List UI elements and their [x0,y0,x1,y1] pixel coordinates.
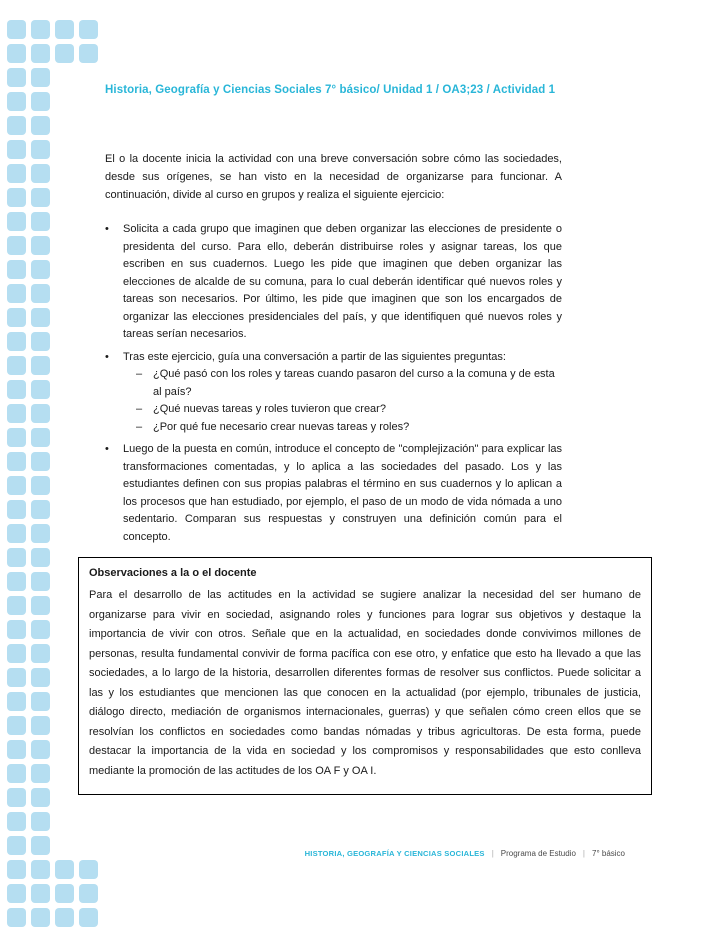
observations-body: Para el desarrollo de las actitudes en la actividad se sugiere analizar la necesidad del ser humano de organizarse para vivir en sociedad, asignando roles y funciones para lograr sus objetivos y destaque la importancia de vivir con otros. Señale que en la actualidad, en sociedades donde convivimos millones de personas, resulta fundamental convivir de forma pacífica con ese otro, y enfatice que esto ha llevado a que las sociedades, a lo largo de la historia, desarrollen diferentes formas de resolver sus conflictos. Puede solicitar a las y los estudiantes que mencionen las que conocen en la actualidad (por ejemplo, tribunales de justicia, diálogo directo, mediación de organismos internacionales, guerras) y que señalen cómo creen ellos que se resolvían los conflictos en sociedades como bandas nómadas y tribus agricultoras. De esta forma, puede destacar la importancia de la vida en sociedad y los compromisos y responsabilidades que esto conlleva mediante la promoción de las actitudes de los OA F y OA I. [89,589,641,777]
footer-program: Programa de Estudio [500,849,576,858]
decor-tile [31,404,50,423]
decor-tile [7,236,26,255]
decor-tile [31,764,50,783]
footer-subject: HISTORIA, GEOGRAFÍA Y CIENCIAS SOCIALES [304,849,485,858]
list-item [105,221,562,344]
decor-tile [7,308,26,327]
decor-tile [7,668,26,687]
decor-tile [7,284,26,303]
page-footer [305,849,625,858]
decor-tile [31,788,50,807]
decor-tile [7,524,26,543]
sub-list-item [136,366,562,401]
decor-tile [31,452,50,471]
decor-tile [31,236,50,255]
decor-tile [7,596,26,615]
decor-tile [31,332,50,351]
bullet-icon: • [105,443,109,455]
decor-tile [31,644,50,663]
decor-tile [7,428,26,447]
decor-tile [31,260,50,279]
decor-tile [31,116,50,135]
dash-icon: – [136,403,143,415]
sub-list-item [136,401,562,419]
list-item [105,349,562,437]
bullet-text: Solicita a cada grupo que imaginen que deben organizar las elecciones de presidente o presidenta del curso. Para ello, deberán distribuirse roles y asignar tareas, los que escriben en sus cuadernos. Luego les pide que imaginen que deben organizar las elecciones de alcalde de su comuna, para lo cual deberán identificar qué nuevos roles y tareas son necesarios. Por último, les pide que imaginen que son los encargados de organizar las elecciones presidenciales del país, y que identifiquen qué nuevos roles y tareas serían necesarios. [123,223,562,340]
decor-tile [7,260,26,279]
decor-tile [7,332,26,351]
decor-tile [31,308,50,327]
decor-tile [7,836,26,855]
decor-tile [7,548,26,567]
decor-tile [7,164,26,183]
decor-tile [31,548,50,567]
footer-separator: | [491,849,494,858]
page-title: Historia, Geografía y Ciencias Sociales 7° básico/ Unidad 1 / OA3;23 / Actividad 1 [105,84,556,96]
decor-tile [79,884,98,903]
decor-tile [7,860,26,879]
decor-tile [7,500,26,519]
mosaic-strip [7,20,50,927]
sub-list-item [136,419,562,437]
decor-tile [7,356,26,375]
decor-tile [7,212,26,231]
decor-tile [55,20,74,39]
activity-steps-list [105,221,562,546]
decor-tile [31,44,50,63]
decor-tile [7,188,26,207]
mosaic-top-block [55,20,98,63]
decor-tile [31,620,50,639]
decor-tile [31,596,50,615]
decor-tile [79,860,98,879]
decor-tile [31,92,50,111]
decor-tile [31,740,50,759]
question-text: ¿Por qué fue necesario crear nuevas tareas y roles? [153,420,410,433]
decor-tile [31,20,50,39]
mosaic-bottom-block [55,860,98,927]
question-text: ¿Qué nuevas tareas y roles tuvieron que crear? [153,403,386,415]
decor-tile [31,164,50,183]
decor-tile [7,116,26,135]
decor-tile [55,884,74,903]
decor-tile [31,68,50,87]
decor-tile [31,572,50,591]
decor-tile [31,812,50,831]
decor-tile [79,44,98,63]
decor-tile [7,620,26,639]
decor-tile [31,668,50,687]
decor-tile [31,140,50,159]
decor-tile [7,452,26,471]
decor-tile [7,68,26,87]
decor-tile [7,716,26,735]
decor-tile [31,692,50,711]
bullet-icon: • [105,350,109,363]
dash-icon: – [136,420,143,433]
decor-tile [31,716,50,735]
decor-tile [7,740,26,759]
decor-tile [7,692,26,711]
decor-tile [7,20,26,39]
bullet-icon: • [105,223,109,235]
decor-tile [31,836,50,855]
decor-tile [31,284,50,303]
decor-tile [7,644,26,663]
decor-tile [7,380,26,399]
decor-tile [31,428,50,447]
decor-tile [55,908,74,927]
decor-tile [79,908,98,927]
decor-tile [79,20,98,39]
decor-tile [31,476,50,495]
list-item [105,441,562,546]
decor-tile [55,44,74,63]
question-text: ¿Qué pasó con los roles y tareas cuando pasaron del curso a la comuna y de esta al país? [153,368,555,398]
decor-tile [7,884,26,903]
footer-separator: | [582,849,585,858]
decor-tile [7,476,26,495]
bullet-text: Luego de la puesta en común, introduce el concepto de "complejización" para explicar las transformaciones comentadas, y lo aplica a las sociedades del pasado. Los y las estudiantes definen con sus propias palabras el término en sus cuadernos y lo aplican a los procesos que han estudiado, por ejemplo, el paso de un modo de vida nómada a uno sedentario. Comparan sus respuestas y construyen una definición común para el concepto. [123,443,562,543]
intro-paragraph: El o la docente inicia la actividad con una breve conversación sobre cómo las sociedades, desde sus orígenes, se han visto en la necesidad de organizarse para funcionar. A continuación, divide al curso en grupos y realiza el siguiente ejercicio: [105,153,562,201]
decor-tile [31,860,50,879]
decor-tile [31,884,50,903]
bullet-lead-text: Tras este ejercicio, guía una conversación a partir de las siguientes preguntas: [123,350,506,363]
bullet-text [123,349,562,437]
decor-tile [7,764,26,783]
decor-tile [7,908,26,927]
decor-tile [31,356,50,375]
decor-tile [31,212,50,231]
decor-tile [7,44,26,63]
observations-title: Observaciones a la o el docente [89,567,257,579]
decor-tile [7,812,26,831]
decor-tile [7,788,26,807]
decor-tile [31,908,50,927]
decor-tile [31,500,50,519]
teacher-observations-box [78,557,652,795]
decor-tile [7,572,26,591]
decor-tile [31,380,50,399]
decor-tile [55,860,74,879]
footer-grade: 7° básico [592,849,625,858]
dash-icon: – [136,368,143,380]
decor-tile [31,524,50,543]
decor-tile [7,140,26,159]
decor-tile [31,188,50,207]
decor-tile [7,404,26,423]
decor-tile [7,92,26,111]
